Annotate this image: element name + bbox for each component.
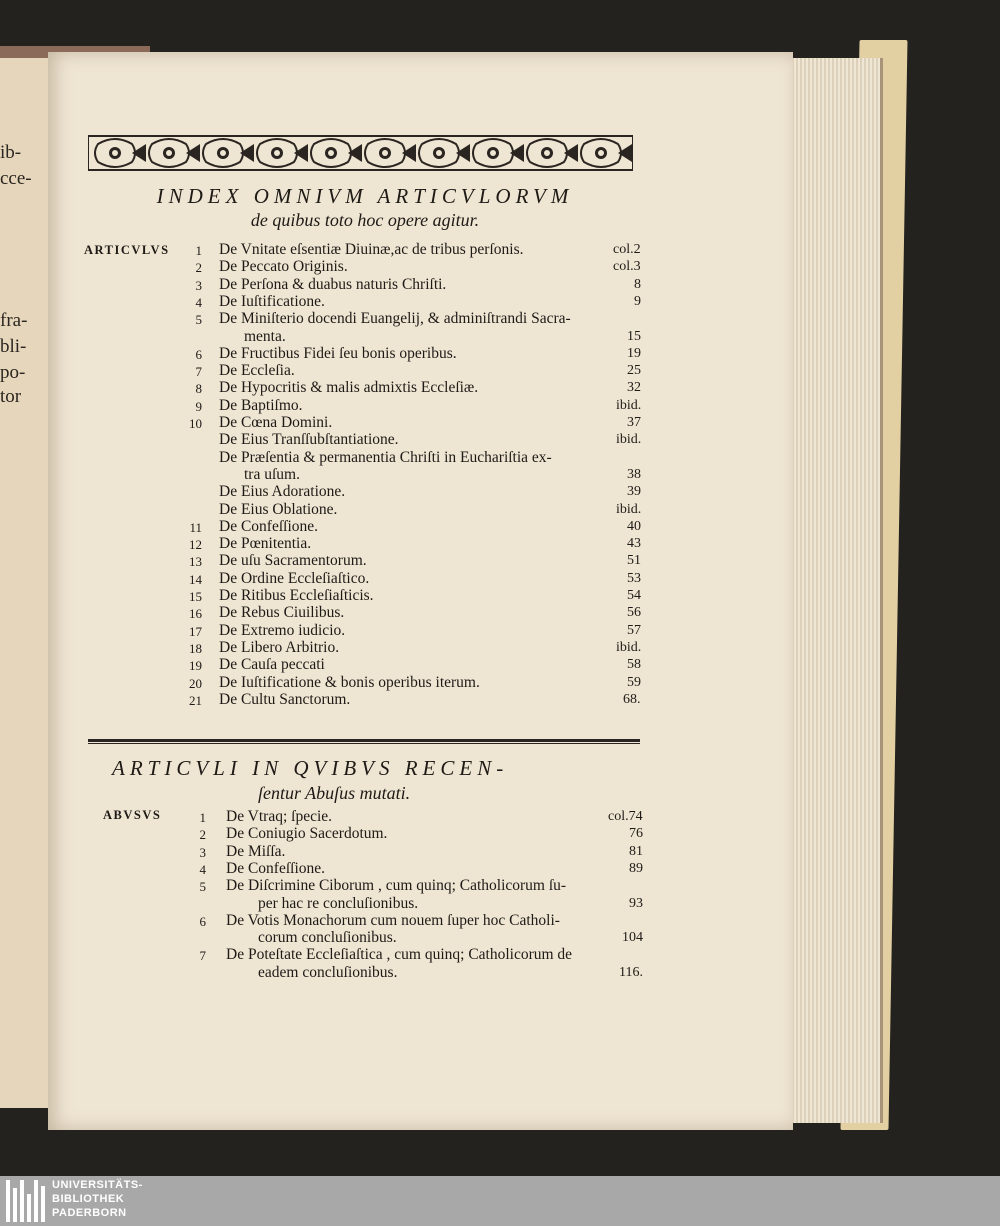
entry-title: De Fructibus Fidei ſeu bonis operibus. [219, 344, 457, 362]
entry-page: 25 [627, 363, 641, 379]
toc-entry [0, 345, 1000, 363]
entry-number: 3 [199, 844, 206, 860]
entry-page: col.3 [613, 259, 641, 275]
entry-title: De Pœnitentia. [219, 535, 312, 553]
entry-page: 59 [627, 674, 641, 690]
entry-number: 3 [195, 277, 202, 293]
entry-title: De Confeſſione. [219, 517, 319, 535]
entry-number: 20 [189, 675, 202, 691]
left-page-fragment: tor [0, 386, 22, 407]
toc-entry [0, 622, 1000, 640]
entry-title: De Libero Arbitrio. [219, 638, 340, 656]
footer-line: UNIVERSITÄTS- [52, 1179, 143, 1191]
entry-title: De Eius Adoratione. [219, 483, 346, 501]
index-subtitle: de quibus toto hoc opere agitur. [250, 210, 480, 230]
entry-page: 43 [627, 536, 641, 552]
toc-entry [0, 825, 1000, 843]
entry-page: 9 [634, 293, 641, 309]
entry-page: 19 [627, 345, 641, 361]
toc-entry [0, 691, 1000, 709]
toc-entry [0, 501, 1000, 519]
toc-entry [0, 293, 1000, 311]
entry-title: De Coniugio Sacerdotum. [226, 825, 388, 843]
entry-page: 57 [627, 622, 641, 638]
entry-page: 37 [627, 415, 641, 430]
entry-title: De uſu Sacramentorum. [219, 552, 367, 570]
entry-page: 104 [622, 930, 643, 946]
entry-number: 18 [189, 640, 202, 656]
ornament-band [88, 134, 633, 172]
entry-number: 19 [189, 658, 202, 674]
entry-title: tra uſum. [244, 465, 300, 483]
entry-title: De Iuſtificatione & bonis operibus iterum. [219, 673, 480, 691]
entry-page: 38 [627, 466, 641, 482]
toc-entry [0, 379, 1000, 397]
toc-entry [0, 362, 1000, 380]
entry-title: De Votis Monachorum cum nouem ſuper hoc Catholi- [226, 911, 560, 929]
entry-page: 93 [629, 895, 643, 911]
toc-entry [0, 674, 1000, 692]
entry-title: De Cultu Sanctorum. [219, 690, 351, 708]
toc-entry [0, 895, 1000, 913]
entry-number: 14 [189, 571, 202, 587]
entry-page: 76 [629, 826, 643, 842]
articulus-label: ARTICVLVS [84, 243, 170, 257]
entry-title: De Eccleſia. [219, 362, 295, 380]
left-page-fragment: bli- [0, 336, 27, 357]
entry-page: 51 [627, 553, 641, 569]
entry-number: 5 [199, 879, 206, 895]
left-page-fragment: cce- [0, 168, 32, 189]
entry-title: De Cœna Domini. [219, 414, 333, 431]
toc-entry [0, 310, 1000, 328]
entry-title: De Baptiſmo. [219, 396, 303, 414]
entry-page: ibid. [616, 501, 642, 517]
entry-title: De Poteſtate Eccleſiaſtica , cum quinq; Catholicorum de [226, 946, 573, 964]
toc-entry [0, 587, 1000, 605]
entry-title: De Ordine Eccleſiaſtico. [219, 569, 370, 587]
entry-number: 21 [189, 692, 202, 708]
entry-number: 15 [189, 589, 202, 604]
entry-title: De Hypocritis & malis admixtis Eccleſiæ. [219, 379, 479, 397]
entry-title: De Rebus Ciuilibus. [219, 604, 345, 622]
toc-entry [0, 946, 1000, 964]
entry-number: 7 [199, 948, 206, 964]
toc-entry [0, 808, 1000, 826]
entry-number: 9 [195, 398, 202, 414]
entry-number: 4 [199, 861, 206, 877]
toc-entry [0, 929, 1000, 947]
entry-number: 13 [189, 554, 202, 570]
entry-title: De Diſcrimine Ciborum , cum quinq; Catholicorum ſu- [226, 877, 567, 895]
entry-title: De Perſona & duabus naturis Chriſti. [219, 275, 447, 293]
toc-entry [0, 258, 1000, 276]
entry-number: 8 [195, 381, 202, 397]
entry-title: De Iuſtificatione. [219, 292, 325, 310]
toc-entry [0, 656, 1000, 674]
entry-number: 17 [189, 623, 202, 639]
entry-page: 53 [627, 570, 641, 586]
entry-title: eadem concluſionibus. [258, 963, 398, 981]
section-rule-thin [88, 743, 640, 744]
toc-entry [0, 604, 1000, 622]
entry-title: De Vnitate eſsentiæ Diuinæ,ac de tribus perſonis. [219, 241, 524, 258]
entry-page: ibid. [616, 432, 642, 448]
entry-title: De Confeſſione. [226, 859, 326, 877]
entry-title: De Præſentia & permanentia Chriſti in Euchariſtia ex- [219, 448, 552, 466]
entry-title: De Peccato Originis. [219, 258, 348, 276]
entry-number: 2 [195, 260, 202, 276]
left-page-fragment: fra- [0, 310, 28, 331]
toc-entry [0, 912, 1000, 930]
entry-number: 10 [189, 416, 202, 431]
entry-page: 32 [627, 380, 641, 396]
toc-entry [0, 241, 1000, 259]
section-rule [88, 739, 640, 742]
entry-page: col.74 [608, 809, 643, 824]
entry-title: De Extremo iudicio. [219, 621, 346, 639]
entry-number: 7 [195, 364, 202, 380]
toc-entry [0, 877, 1000, 895]
entry-number: 11 [189, 519, 202, 535]
entry-page: 40 [627, 518, 641, 534]
abuses-title: ARTICVLI IN QVIBVS RECEN- [112, 756, 509, 780]
entry-page: ibid. [616, 397, 642, 413]
entry-page: 89 [629, 860, 643, 876]
footer-line: BIBLIOTHEK [52, 1193, 125, 1205]
index-title: INDEX OMNIVM ARTICVLORVM [156, 184, 574, 208]
toc-entry [0, 964, 1000, 982]
entry-number: 2 [199, 827, 206, 843]
entry-title: De Miniſterio docendi Euangelij, & adminiſtrandi Sacra- [219, 310, 571, 328]
toc-entry [0, 639, 1000, 657]
entry-number: 5 [195, 312, 202, 328]
footer-line: PADERBORN [52, 1207, 127, 1219]
entry-title: De Vtraq; ſpecie. [226, 808, 333, 825]
toc-entry [0, 860, 1000, 878]
entry-title: per hac re concluſionibus. [258, 894, 419, 912]
entry-title: corum concluſionibus. [258, 929, 397, 947]
entry-page: 116. [619, 964, 643, 980]
toc-entry [0, 535, 1000, 553]
left-page-fragment: ib- [0, 142, 22, 163]
entry-page: 15 [627, 328, 641, 344]
left-page-fragment: po- [0, 362, 26, 383]
entry-title: De Miſſa. [226, 842, 286, 860]
toc-entry [0, 414, 1000, 432]
toc-entry [0, 483, 1000, 501]
entry-page: 81 [629, 843, 643, 859]
library-footer [0, 1176, 1000, 1226]
toc-entry [0, 570, 1000, 588]
toc-entry [0, 328, 1000, 346]
entry-title: menta. [244, 327, 286, 345]
entry-number: 16 [189, 606, 202, 622]
toc-entry [0, 449, 1000, 467]
entry-title: De Eius Tranſſubſtantiatione. [219, 431, 399, 449]
toc-entry [0, 431, 1000, 449]
entry-number: 6 [195, 346, 202, 362]
entry-title: De Cauſa peccati [219, 656, 325, 674]
entry-title: De Ritibus Eccleſiaſticis. [219, 587, 374, 604]
entry-number: 6 [199, 913, 206, 929]
entry-page: 68. [623, 691, 641, 707]
toc-entry [0, 552, 1000, 570]
abuses-subtitle: ſentur Abuſus mutati. [258, 783, 411, 803]
entry-number: 1 [199, 810, 206, 825]
entry-page: 58 [627, 657, 641, 673]
entry-page: ibid. [616, 639, 642, 655]
entry-page: 8 [634, 276, 641, 292]
entry-number: 4 [195, 294, 202, 310]
toc-entry [0, 518, 1000, 536]
toc-entry [0, 843, 1000, 861]
library-logo-icon [6, 1180, 46, 1222]
toc-entry [0, 276, 1000, 294]
entry-page: col.2 [613, 242, 641, 257]
entry-title: De Eius Oblatione. [219, 500, 338, 518]
toc-entry [0, 466, 1000, 484]
entry-page: 54 [627, 588, 641, 603]
abusus-label: ABVSVS [103, 808, 162, 822]
entry-page: 56 [627, 605, 641, 621]
toc-entry [0, 397, 1000, 415]
entry-number: 12 [189, 537, 202, 553]
entry-page: 39 [627, 484, 641, 500]
entry-number: 1 [195, 243, 202, 258]
